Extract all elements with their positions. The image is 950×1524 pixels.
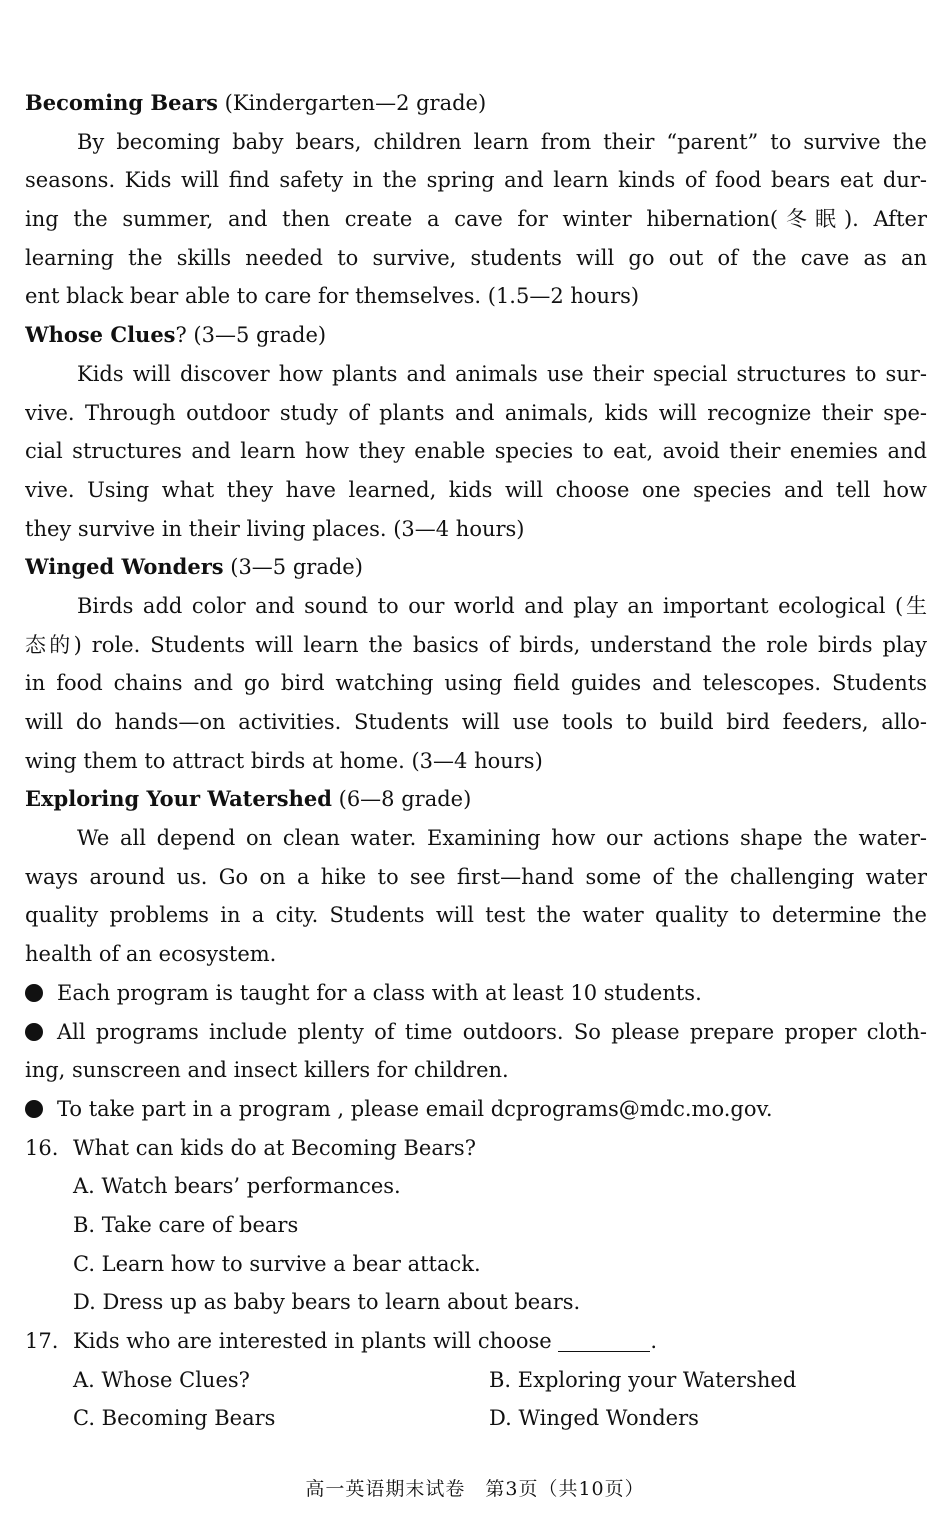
paragraph-line: We all depend on clean water. Examining how our actions shape the water- [77,826,927,851]
paragraph-line: Kids will discover how plants and animals use their special structures to sur- [77,361,927,386]
program-heading-whose-clues: Whose Clues? (3—5 grade) [25,322,327,348]
question-16-option-a: A. Watch bears’ performances. [73,1174,401,1199]
question-17-option-d: D. Winged Wonders [489,1406,699,1431]
question-17-options-row [25,1361,927,1400]
program-heading-becoming-bears: Becoming Bears (Kindergarten—2 grade) [25,90,487,115]
paragraph-line: wing them to attract birds at home. (3—4 hours) [25,748,543,773]
page-footer: 高一英语期末试卷 第3页（共10页） [305,1478,645,1500]
paragraph-line: health of an ecosystem. [25,942,277,967]
note-item: All programs include plenty of time outdoors. So please prepare proper cloth- [25,1013,927,1052]
bullet-icon [25,1100,43,1118]
paragraph-line: By becoming baby bears, children learn from their “parent” to survive the [77,129,927,154]
paragraph-line: in food chains and go bird watching using field guides and telescopes. Students [25,671,927,696]
paragraph-line: vive. Through outdoor study of plants and animals, kids will recognize their spe- [25,400,927,425]
question-16-option-c: C. Learn how to survive a bear attack. [73,1251,481,1276]
paragraph-line: ing the summer, and then create a cave for winter hibernation(冬眠). After [25,207,927,232]
note-item: Each program is taught for a class with at least 10 students. [25,974,927,1013]
exam-page [25,84,927,1438]
paragraph-line: will do hands—on activities. Students will use tools to build bird feeders, allo- [25,710,927,734]
bullet-icon [25,1023,43,1041]
question-17-option-a: A. Whose Clues? [73,1367,250,1392]
answer-blank [558,1329,650,1352]
question-17: 17. Kids who are interested in plants will choose . [25,1329,658,1353]
paragraph-line: they survive in their living places. (3—4 hours) [25,516,525,541]
question-17-options-row [25,1399,927,1438]
note-item: To take part in a program , please email dcprograms@mdc.mo.gov. [25,1090,927,1129]
note-item-continuation: ing, sunscreen and insect killers for children. [25,1058,509,1083]
program-heading-winged-wonders: Winged Wonders (3—5 grade) [25,554,363,580]
paragraph-line: cial structures and learn how they enable species to eat, avoid their enemies and [25,439,927,464]
question-17-option-c: C. Becoming Bears [73,1406,276,1431]
paragraph-line: 态的) role. Students will learn the basics of birds, understand the role birds play [25,632,927,657]
paragraph-line: seasons. Kids will find safety in the spring and learn kinds of food bears eat dur- [25,168,927,193]
paragraph-line: quality problems in a city. Students will test the water quality to determine the [25,903,927,928]
question-16: 16. What can kids do at Becoming Bears? [25,1135,476,1160]
question-16-option-b: B. Take care of bears [73,1212,299,1237]
question-17-option-b: B. Exploring your Watershed [489,1367,797,1392]
paragraph-line: learning the skills needed to survive, students will go out of the cave as an [25,245,927,270]
paragraph-line: Birds add color and sound to our world and play an important ecological (生 [77,593,927,618]
paragraph-line: ways around us. Go on a hike to see first—hand some of the challenging water [25,864,927,889]
paragraph-line: vive. Using what they have learned, kids will choose one species and tell how [25,477,927,502]
program-heading-exploring-your-watershed: Exploring Your Watershed (6—8 grade) [25,786,472,812]
paragraph-line: ent black bear able to care for themselves. (1.5—2 hours) [25,284,640,309]
question-16-option-d: D. Dress up as baby bears to learn about bears. [73,1290,581,1315]
bullet-icon [25,984,43,1002]
